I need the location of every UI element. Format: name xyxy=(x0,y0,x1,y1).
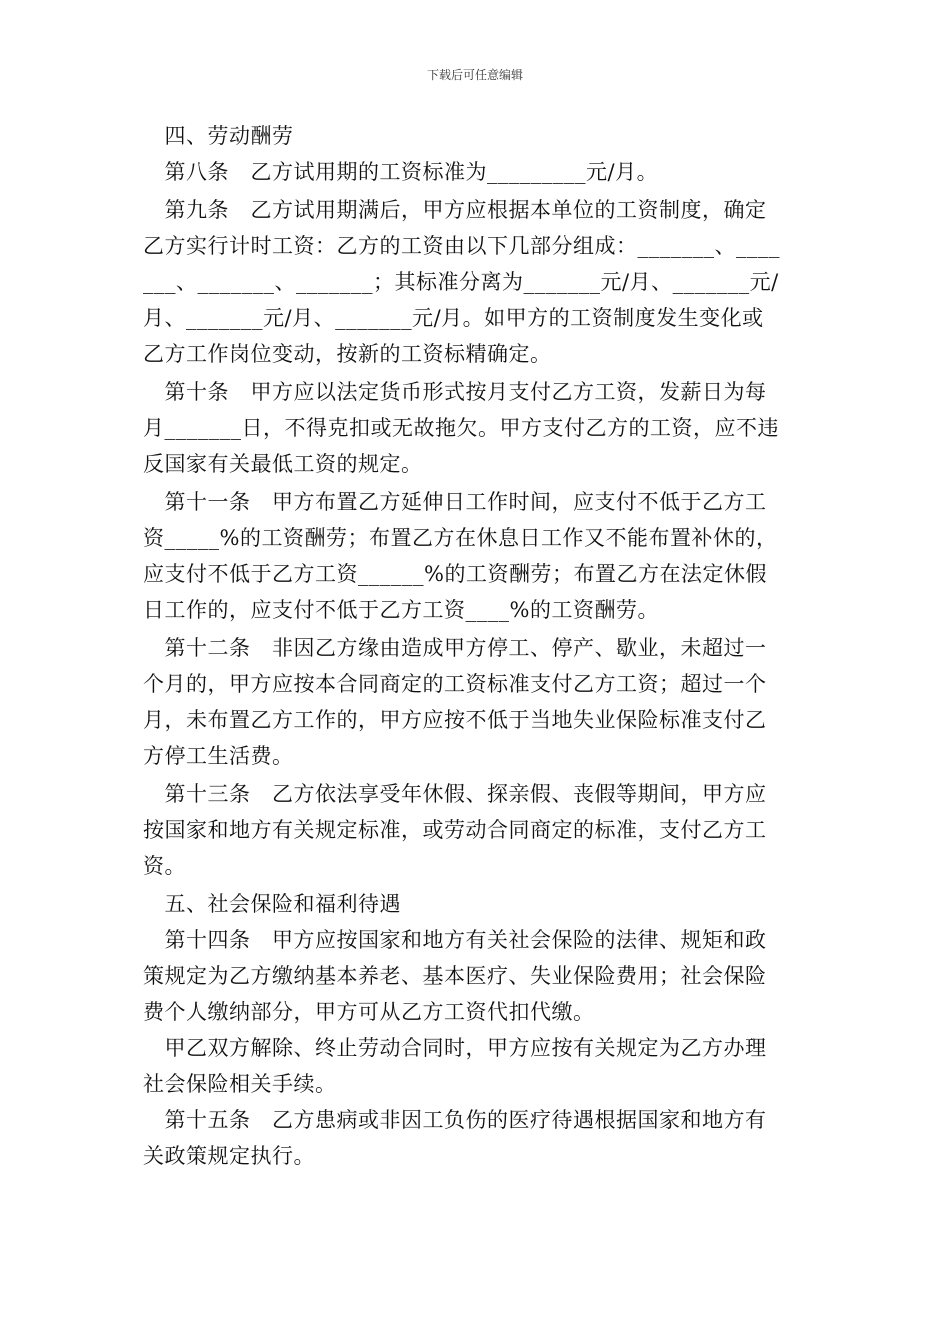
article-11-line-4: 日工作的，应支付不低于乙方工资____%的工资酬劳。 xyxy=(143,598,659,622)
article-13-line-1: 第十三条 乙方依法享受年休假、探亲假、丧假等期间，甲方应 xyxy=(143,782,767,806)
article-10-line-2: 月_______日，不得克扣或无故拖欠。甲方支付乙方的工资，应不违 xyxy=(143,416,779,440)
header-note: 下载后可任意编辑 xyxy=(426,68,523,82)
termination-clause-line-1: 甲乙双方解除、终止劳动合同时，甲方应按有关规定为乙方办理 xyxy=(143,1036,767,1060)
article-14-line-1: 第十四条 甲方应按国家和地方有关社会保险的法律、规矩和政 xyxy=(143,928,767,952)
article-15-line-1: 第十五条 乙方患病或非因工负伤的医疗待遇根据国家和地方有 xyxy=(143,1108,767,1132)
article-11-line-2: 资_____%的工资酬劳；布置乙方在休息日工作又不能布置补休的， xyxy=(143,526,778,550)
article-8-line-1: 第八条 乙方试用期的工资标准为_________元/月。 xyxy=(143,160,659,184)
article-11-line-1: 第十一条 甲方布置乙方延伸日工作时间，应支付不低于乙方工 xyxy=(143,490,767,514)
article-14-line-3: 费个人缴纳部分，甲方可从乙方工资代扣代缴。 xyxy=(143,1000,595,1024)
article-9-line-4: 月、_______元/月、_______元/月。如甲方的工资制度发生变化或 xyxy=(143,306,764,330)
article-11-line-3: 应支付不低于乙方工资______%的工资酬劳；布置乙方在法定休假 xyxy=(143,562,767,586)
article-13-line-3: 资。 xyxy=(143,854,186,878)
document-body xyxy=(143,118,813,1174)
article-9-line-5: 乙方工作岗位变动，按新的工资标精确定。 xyxy=(143,342,552,366)
article-10-line-3: 反国家有关最低工资的规定。 xyxy=(143,452,423,476)
article-12-line-3: 月，未布置乙方工作的，甲方应按不低于当地失业保险标准支付乙 xyxy=(143,708,767,732)
article-12-line-1: 第十二条 非因乙方缘由造成甲方停工、停产、歇业，未超过一 xyxy=(143,636,767,660)
article-9-line-2: 乙方实行计时工资：乙方的工资由以下几部分组成：_______、____ xyxy=(143,234,780,258)
article-14-line-2: 策规定为乙方缴纳基本养老、基本医疗、失业保险费用；社会保险 xyxy=(143,964,767,988)
section-heading-labor-pay: 四、劳动酬劳 xyxy=(143,124,294,148)
article-12-line-4: 方停工生活费。 xyxy=(143,744,294,768)
article-10-line-1: 第十条 甲方应以法定货币形式按月支付乙方工资，发薪日为每 xyxy=(143,380,767,404)
article-12-line-2: 个月的，甲方应按本合同商定的工资标准支付乙方工资；超过一个 xyxy=(143,672,767,696)
article-15-line-2: 关政策规定执行。 xyxy=(143,1144,315,1168)
article-9-line-1: 第九条 乙方试用期满后，甲方应根据本单位的工资制度，确定 xyxy=(143,198,767,222)
section-heading-social-insurance: 五、社会保险和福利待遇 xyxy=(143,892,401,916)
termination-clause-line-2: 社会保险相关手续。 xyxy=(143,1072,337,1096)
article-13-line-2: 按国家和地方有关规定标准，或劳动合同商定的标准，支付乙方工 xyxy=(143,818,767,842)
article-9-line-3: ___、_______、_______；其标准分离为_______元/月、_______元/ xyxy=(143,270,779,294)
